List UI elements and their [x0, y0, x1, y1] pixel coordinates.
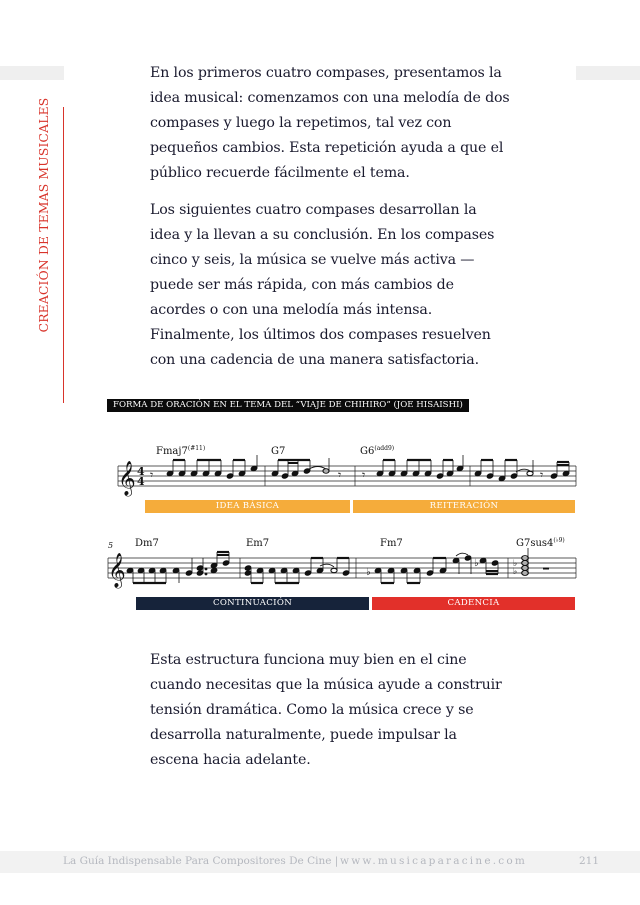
treble-clef-icon: 𝄞 [118, 461, 136, 496]
chord-em7: Em7 [246, 538, 270, 549]
svg-text:♭: ♭ [366, 567, 371, 578]
section-reiteracion: REITERACIÓN [353, 500, 575, 513]
treble-clef-icon-2: 𝄞 [108, 553, 126, 588]
svg-text:𝄾: 𝄾 [150, 468, 154, 482]
svg-text:𝄾: 𝄾 [338, 468, 342, 482]
section-continuacion: CONTINUACIÓN [136, 597, 369, 610]
chord-fmaj7: $Fmaj7^{(\#11)}$ [156, 445, 206, 457]
chord-g7: G7 [271, 446, 286, 457]
paragraph-2: Los siguientes cuatro compases desarrollan la idea y la llevan a su conclusión. En los compases cinco y seis, la música se vuelve más activa —puede ser más rápida, con más cambios de acordes o con una melodía más intensa. Finalmente, los últimos dos compases resuelven con una cadencia de una manera satisfactoria. [150, 202, 495, 368]
chapter-title: CREACIÓN DE TEMAS MUSICALES [37, 97, 51, 333]
section-idea-basica: IDEA BÁSICA [145, 500, 350, 513]
notes-measure-3 [362, 455, 464, 482]
header-bar-right [576, 66, 640, 80]
svg-text:♭: ♭ [474, 558, 479, 569]
chapter-side-label [37, 97, 51, 333]
svg-text:♭: ♭ [513, 567, 518, 577]
svg-text:𝄾: 𝄾 [362, 468, 366, 482]
chord-fm7: Fm7 [380, 538, 403, 549]
notes-measure-6 [244, 558, 349, 583]
music-score [100, 430, 580, 615]
svg-text:𝄾: 𝄾 [540, 468, 544, 482]
paragraph-3: Esta estructura funciona muy bien en el cine cuando necesitas que la música ayude a construir tensión dramática. Como la música crece y se desarrolla naturalmente, puede impulsar la escena hacia adelante. [150, 652, 502, 768]
time-sig-top: 4 [137, 465, 145, 478]
chapter-side-rule [63, 107, 64, 403]
footer-url-link[interactable]: www.musicaparacine.com [340, 855, 528, 867]
notes-measure-1 [150, 455, 258, 482]
staff-row-1 [118, 466, 576, 486]
header-bar-left [0, 66, 64, 80]
chord-g6: $G6^{(add9)}$ [360, 445, 395, 457]
figure-title: FORMA DE ORACIÓN EN EL TEMA DEL “VIAJE DE CHIHIRO” (JOE HISAISHI) [107, 399, 469, 412]
time-sig-bottom: 4 [137, 475, 145, 488]
section-cadencia: CADENCIA [372, 597, 575, 610]
footer-book-title: La Guía Indispensable Para Compositores De Cine | [63, 855, 339, 867]
page-number: 211 [579, 855, 600, 867]
paragraph-1: En los primeros cuatro compases, presentamos la idea musical: comenzamos con una melodía de dos compases y luego la repetimos, tal vez con pequeños cambios. Esta repetición ayuda a que el público recuerde fácilmente el tema. [150, 65, 510, 181]
chord-g7sus4: $G7sus4^{(♭9)}$ [516, 537, 565, 549]
chord-dm7: Dm7 [135, 538, 159, 549]
svg-text:♭: ♭ [513, 559, 518, 569]
measure-number: 5 [108, 541, 114, 550]
notes-measure-2 [271, 458, 341, 482]
